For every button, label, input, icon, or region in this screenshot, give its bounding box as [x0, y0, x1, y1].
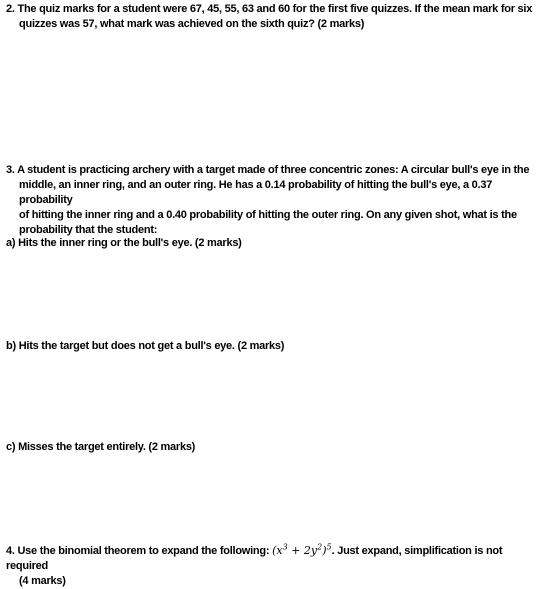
- question-4-suffix: . Just expand, simplification is not required: [6, 545, 503, 572]
- question-3a-text: a) Hits the inner ring or the bull's eye. (2 marks): [6, 237, 242, 249]
- expr-x: x: [276, 544, 283, 557]
- question-3-line-3: of hitting the inner ring and a 0.40 probability of hitting the outer ring. On any given shot, what is the: [19, 209, 517, 221]
- question-2-line-1: 2. The quiz marks for a student were 67, 45, 55, 63 and 60 for the first five quizzes. If the mean mark for six: [6, 3, 533, 15]
- expr-exponent-3: 3: [282, 542, 288, 552]
- expr-plus-2: + 2: [287, 544, 311, 557]
- question-3: [6, 163, 542, 238]
- expr-close-paren: ): [322, 544, 327, 557]
- expr-exponent-2: 2: [317, 542, 323, 552]
- question-2-line-2: quizzes was 57, what mark was achieved on the sixth quiz? (2 marks): [19, 18, 365, 30]
- question-4-line-2: (4 marks): [19, 575, 66, 587]
- question-3-line-1: 3. A student is practicing archery with a target made of three concentric zones: A circular bull's eye in the: [6, 164, 530, 176]
- question-3b: [6, 339, 542, 354]
- binomial-expression: [272, 544, 332, 557]
- question-3b-text: b) Hits the target but does not get a bull's eye. (2 marks): [6, 340, 285, 352]
- question-3-line-2: middle, an inner ring, and an outer ring. He has a 0.14 probability of hitting the bull's eye, a 0.37 probability: [19, 179, 493, 206]
- question-3c: [6, 440, 542, 455]
- question-3c-text: c) Misses the target entirely. (2 marks): [6, 441, 196, 453]
- question-3a: [6, 236, 542, 251]
- question-2: [6, 2, 542, 32]
- question-4: [6, 543, 542, 589]
- expr-exponent-5: 5: [326, 542, 332, 552]
- question-3-line-4: probability that the student:: [19, 224, 158, 236]
- expr-open-paren: (: [272, 544, 277, 557]
- question-4-prefix: 4. Use the binomial theorem to expand the following:: [6, 545, 273, 557]
- expr-y: y: [310, 544, 318, 557]
